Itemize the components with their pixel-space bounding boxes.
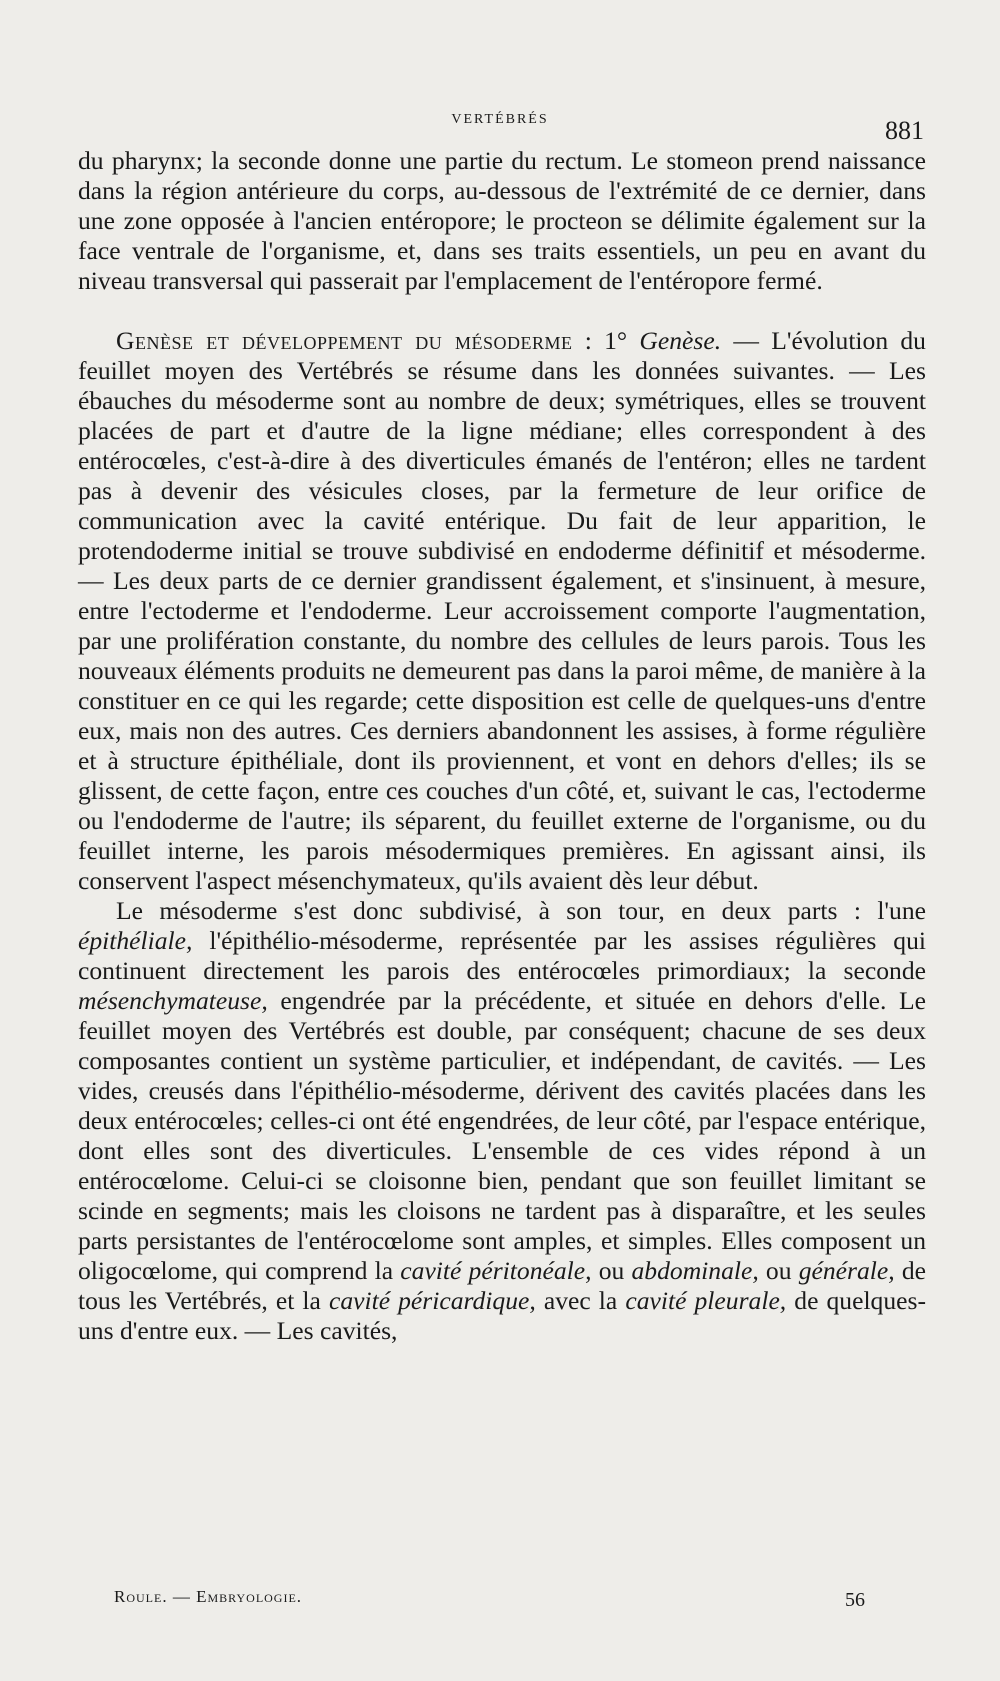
text-run: engendrée par la précédente, et située en dehors d'elle. Le feuillet moyen des Vertébrés est double, par conséquent; chacune de ses deux composantes contient un système particulier, et indépendant, de cavités. — Les vides, creusés dans l'épithélio-mésoderme, dérivent des cavités placées dans les deux entérocœles; celles-ci ont été engendrées, de leur côté, par l'espace entérique, dont elles sont des diverticules. L'ensemble de ces vides répond à un entérocœlome. Celui-ci se cloisonne bien, pendant que son feuillet limitant se scinde en segments; mais les cloisons ne tardent pas à disparaître, et les seules parts persistantes de l'entérocœlome sont amples, et simples. Elles composent un oligocœlome, qui comprend la bbox=[78, 986, 926, 1285]
text-run: Le mésoderme s'est donc subdivisé, à son tour, en deux parts : l'une bbox=[116, 896, 926, 925]
paragraph-mesoderme bbox=[78, 896, 926, 1346]
text-run: de quelques-uns d'entre eux. — Les cavités, bbox=[78, 1286, 926, 1345]
running-head bbox=[0, 110, 1000, 145]
page-number: 881 bbox=[885, 116, 924, 145]
text-run: l'épithélio-mésoderme, représentée par les assises régulières qui continuent directement les parois des entérocœles primordiaux; la seconde bbox=[78, 926, 926, 985]
paragraph-genese-text: — L'évolution du feuillet moyen des Vertébrés se résume dans les données suivantes. — Les ébauches du mésoderme sont au nombre de deux; symétriques, elles se trouvent placées de part et d'autre de la ligne médiane; elles correspondent à des entérocœles, c'est-à-dire à des diverticules émanés de l'entéron; elles ne tardent pas à devenir des vésicules closes, par la fermeture de leur orifice de communication avec la cavité entérique. Du fait de leur apparition, le protendoderme initial se trouve subdivisé en endoderme définitif et mésoderme. — Les deux parts de ce dernier grandissent également, et s'insinuent, à mesure, entre l'ectoderme et l'endoderme. Leur accroissement comporte l'augmentation, par une prolifération constante, du nombre des cellules de leurs parois. Tous les nouveaux éléments produits ne demeurent pas dans la paroi même, de manière à la constituer en ce qui les regarde; cette disposition est celle de quelques-uns d'entre eux, mais non des autres. Ces derniers abandonnent les assises, à forme régulière et à structure épithéliale, dont ils proviennent, et vont en dehors d'elles; ils se glissent, de cette façon, entre ces couches d'un côté, et, suivant le cas, l'ectoderme ou l'endoderme de l'autre; ils séparent, du feuillet externe de l'organisme, ou du feuillet interne, les parois mésodermiques premières. En agissant ainsi, ils conservent l'aspect mésenchymateux, qu'ils avaient dès leur début. bbox=[78, 326, 926, 895]
emphasis: cavité pleurale, bbox=[625, 1286, 787, 1315]
text-run: ou bbox=[591, 1256, 632, 1285]
footer-author-title: Roule. — Embryologie. bbox=[114, 1587, 303, 1606]
paragraph-genese bbox=[78, 326, 926, 896]
emphasis: cavité péritonéale, bbox=[400, 1256, 592, 1285]
running-title: VERTÉBRÉS bbox=[451, 112, 549, 127]
subsection-heading: Genèse. bbox=[639, 326, 722, 355]
emphasis: abdominale, bbox=[631, 1256, 759, 1285]
emphasis: épithéliale, bbox=[78, 926, 193, 955]
body-text bbox=[78, 146, 926, 1346]
page-footer bbox=[0, 1587, 1000, 1617]
text-run: de tous les Vertébrés, et la bbox=[78, 1256, 927, 1315]
emphasis: mésenchymateuse, bbox=[78, 986, 268, 1015]
emphasis: générale, bbox=[798, 1256, 895, 1285]
heading-numbering: : 1° bbox=[572, 326, 640, 355]
footer-signature: 56 bbox=[845, 1589, 865, 1611]
section-heading: Genèse et développement du mésoderme bbox=[116, 326, 573, 355]
text-run: avec la bbox=[535, 1286, 626, 1315]
emphasis: cavité péricardique, bbox=[328, 1286, 536, 1315]
paragraph-pharynx: du pharynx; la seconde donne une partie du rectum. Le stomeon prend naissance dans la région antérieure du corps, au-dessous de l'extrémité de ce dernier, dans une zone opposée à l'ancien entéropore; le procteon se délimite également sur la face ventrale de l'organisme, et, dans ses traits essentiels, un peu en avant du niveau transversal qui passerait par l'emplacement de l'entéropore fermé. bbox=[78, 146, 926, 295]
text-run: ou bbox=[758, 1256, 799, 1285]
